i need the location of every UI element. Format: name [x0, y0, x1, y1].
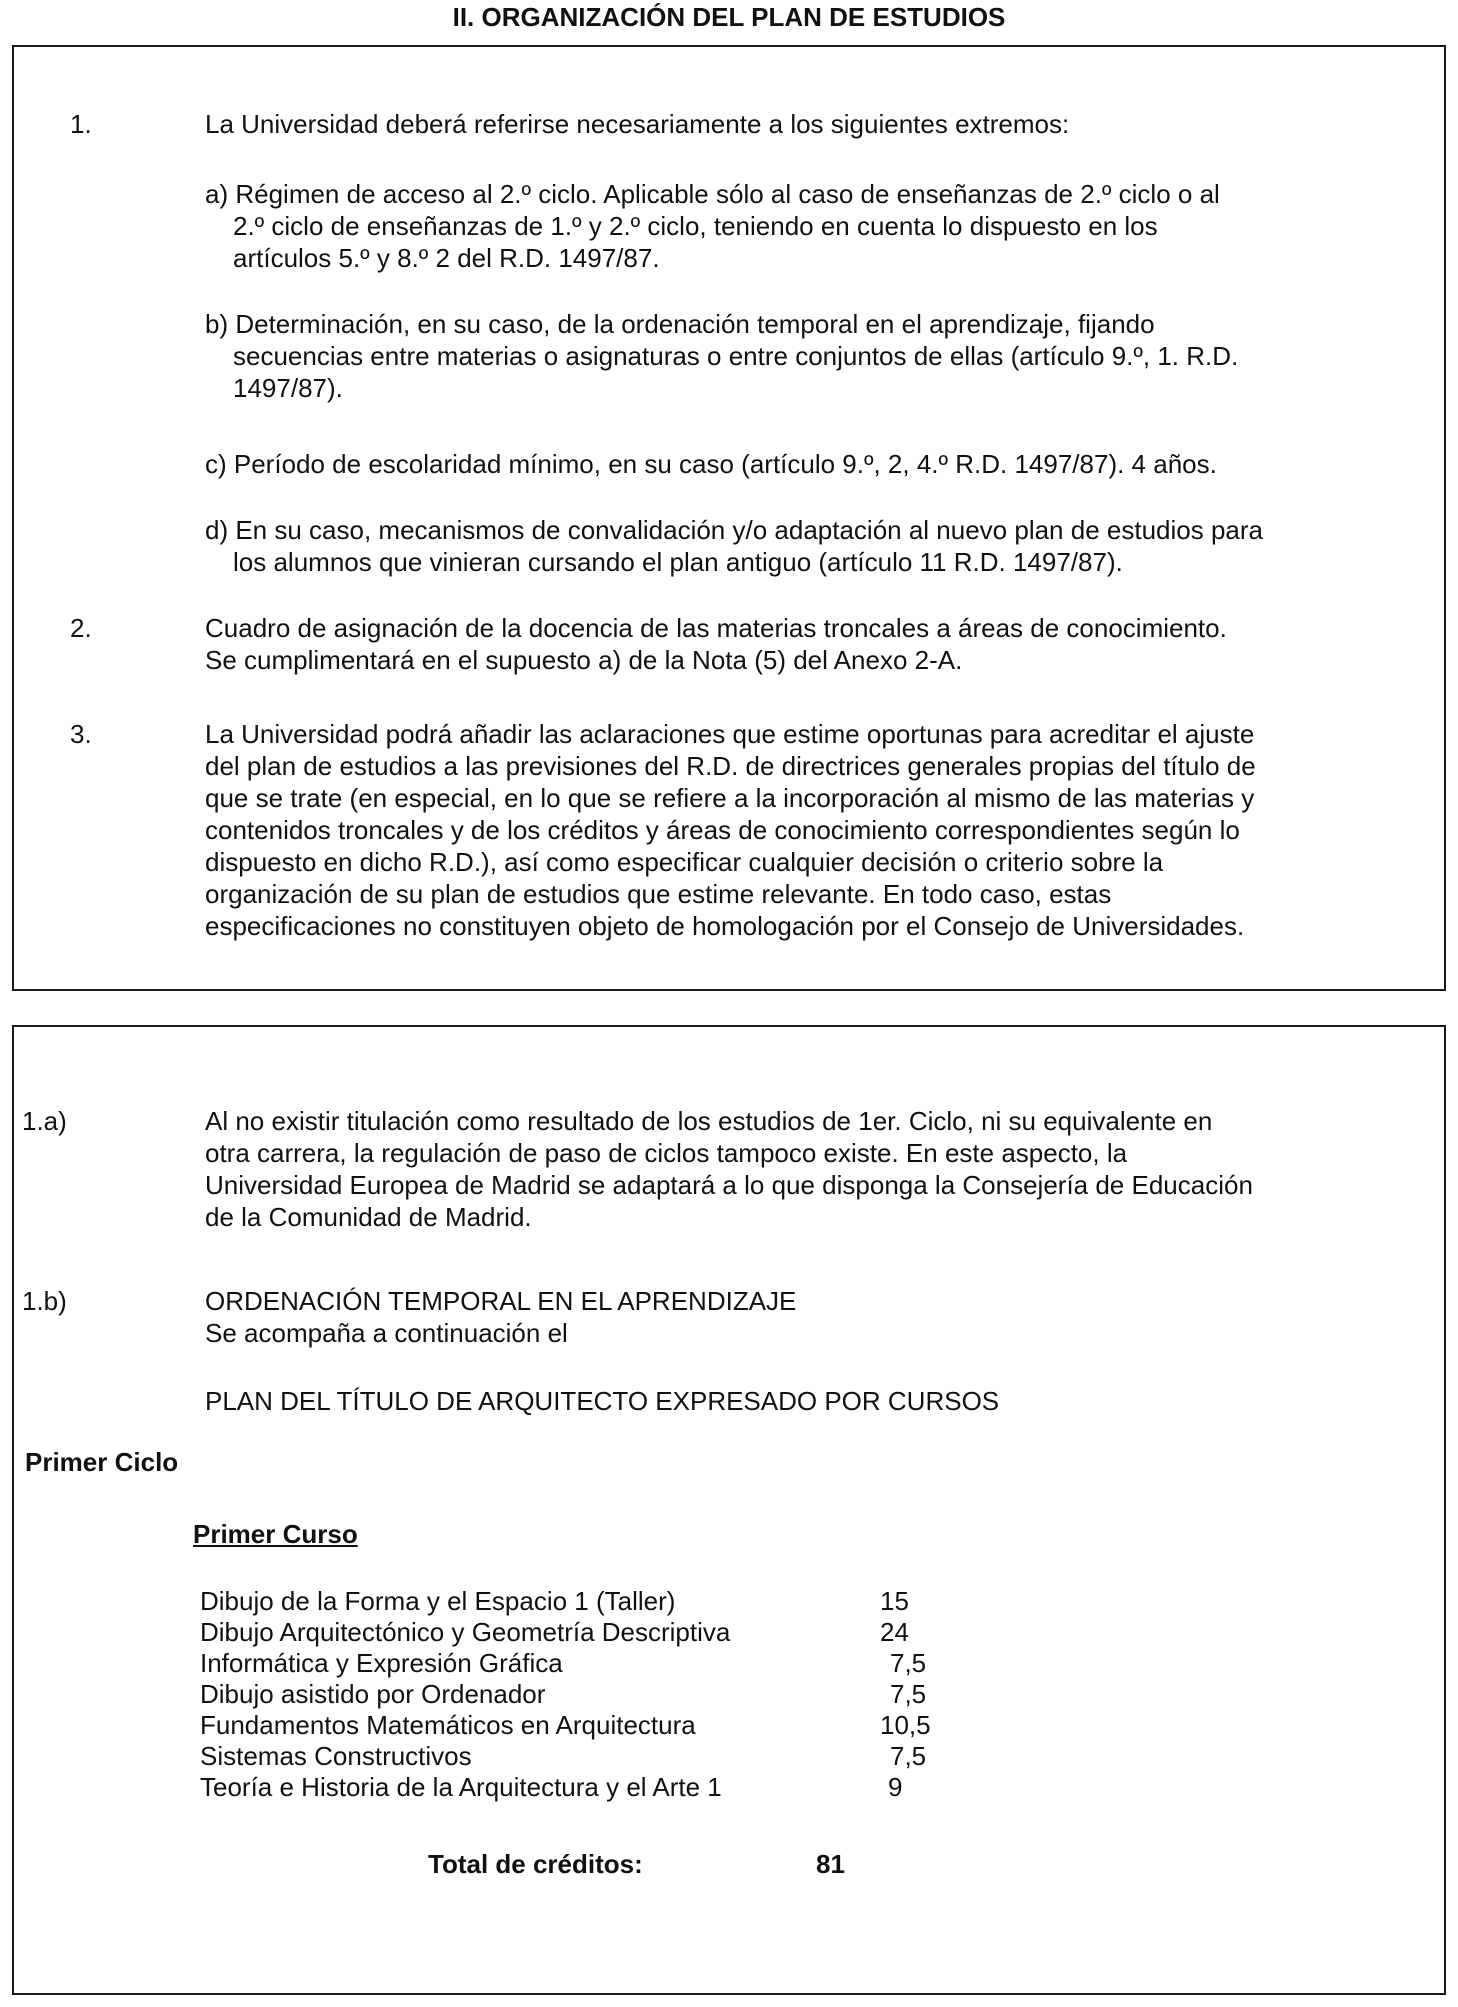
sub-a-line: artículos 5.º y 8.º 2 del R.D. 1497/87.: [233, 243, 660, 273]
sub-d-line: d) En su caso, mecanismos de convalidación y/o adaptación al nuevo plan de estudios para: [205, 515, 1263, 545]
sub-a-line: a) Régimen de acceso al 2.º ciclo. Aplicable sólo al caso de enseñanzas de 2.º ciclo o al: [205, 179, 1220, 209]
item-1a-number: 1.a): [22, 1106, 67, 1136]
total-value: 81: [816, 1849, 845, 1879]
item-1a-text: [205, 1105, 1253, 1233]
item-1b-subheading: Se acompaña a continuación el: [205, 1318, 568, 1348]
item-2-line: Se cumplimentará en el supuesto a) de la Nota (5) del Anexo 2-A.: [205, 645, 963, 675]
sub-a-line: 2.º ciclo de enseñanzas de 1.º y 2.º ciclo, teniendo en cuenta lo dispuesto en los: [233, 211, 1158, 241]
item-1-intro: La Universidad deberá referirse necesariamente a los siguientes extremos:: [205, 109, 1070, 139]
course-row: [200, 1617, 1000, 1648]
course-row: [200, 1679, 1000, 1710]
total-label: Total de créditos:: [428, 1849, 643, 1879]
item-1-sub-d: [205, 514, 1263, 578]
page-title: II. ORGANIZACIÓN DEL PLAN DE ESTUDIOS: [452, 2, 1006, 32]
sub-b-line: b) Determinación, en su caso, de la ordenación temporal en el aprendizaje, fijando: [205, 309, 1155, 339]
item-1a-line: Al no existir titulación como resultado de los estudios de 1er. Ciclo, ni su equivalente en: [205, 1106, 1213, 1136]
item-1-sub-b: [205, 308, 1238, 404]
sub-d-line: los alumnos que vinieran cursando el plan antiguo (artículo 11 R.D. 1497/87).: [233, 547, 1123, 577]
course-credits: 10,5: [880, 1710, 931, 1740]
course-credits: 7,5: [890, 1741, 927, 1771]
item-3-line: que se trate (en especial, en lo que se refiere a la incorporación al mismo de las materias y: [205, 783, 1255, 813]
course-label: Primer Curso: [193, 1519, 358, 1549]
course-credits: 7,5: [890, 1679, 927, 1709]
item-3-line: del plan de estudios a las previsiones del R.D. de directrices generales propias del título de: [205, 751, 1256, 781]
course-credits: 7,5: [890, 1648, 927, 1678]
item-1a-line: otra carrera, la regulación de paso de ciclos tampoco existe. En este aspecto, la: [205, 1138, 1128, 1168]
course-row: [200, 1772, 1000, 1803]
item-1a-line: Universidad Europea de Madrid se adaptará a lo que disponga la Consejería de Educación: [205, 1170, 1253, 1200]
item-1-number: 1.: [70, 109, 92, 139]
course-row: [200, 1586, 1000, 1617]
item-3-line: organización de su plan de estudios que estime relevante. En todo caso, estas: [205, 879, 1112, 909]
course-name: Dibujo de la Forma y el Espacio 1 (Taller): [200, 1586, 676, 1616]
course-name: Dibujo asistido por Ordenador: [200, 1679, 546, 1709]
item-3-text: [205, 718, 1256, 942]
course-list: [200, 1586, 1000, 1803]
course-name: Dibujo Arquitectónico y Geometría Descriptiva: [200, 1617, 731, 1647]
item-1-sub-a: [205, 178, 1220, 274]
item-3-number: 3.: [70, 719, 92, 749]
course-name: Fundamentos Matemáticos en Arquitectura: [200, 1710, 696, 1740]
item-3-line: dispuesto en dicho R.D.), así como especificar cualquier decisión o criterio sobre la: [205, 847, 1164, 877]
sub-b-line: 1497/87).: [233, 373, 343, 403]
course-row: [200, 1710, 1000, 1741]
item-3-line: La Universidad podrá añadir las aclaraciones que estime oportunas para acreditar el ajuste: [205, 719, 1255, 749]
course-row: [200, 1648, 1000, 1679]
item-3-line: especificaciones no constituyen objeto de homologación por el Consejo de Universidades.: [205, 911, 1245, 941]
plan-title: PLAN DEL TÍTULO DE ARQUITECTO EXPRESADO POR CURSOS: [205, 1386, 1000, 1416]
item-2-number: 2.: [70, 613, 92, 643]
course-credits: 24: [880, 1617, 909, 1647]
item-1b-text: [205, 1285, 796, 1349]
item-1b-number: 1.b): [22, 1286, 67, 1316]
item-1a-line: de la Comunidad de Madrid.: [205, 1202, 532, 1232]
item-2-text: [205, 612, 1227, 676]
item-1-sub-c: [205, 448, 1217, 480]
course-row: [200, 1741, 1000, 1772]
item-2-line: Cuadro de asignación de la docencia de las materias troncales a áreas de conocimiento.: [205, 613, 1227, 643]
course-name: Sistemas Constructivos: [200, 1741, 472, 1771]
sub-c-line: c) Período de escolaridad mínimo, en su caso (artículo 9.º, 2, 4.º R.D. 1497/87). 4 años.: [205, 449, 1217, 479]
cycle-label: Primer Ciclo: [25, 1447, 179, 1477]
item-3-line: contenidos troncales y de los créditos y áreas de conocimiento correspondientes según lo: [205, 815, 1240, 845]
course-name: Teoría e Historia de la Arquitectura y el Arte 1: [200, 1772, 722, 1802]
course-credits: 15: [880, 1586, 909, 1616]
item-1b-heading: ORDENACIÓN TEMPORAL EN EL APRENDIZAJE: [205, 1286, 797, 1316]
sub-b-line: secuencias entre materias o asignaturas o entre conjuntos de ellas (artículo 9.º, 1. R.D.: [233, 341, 1239, 371]
course-credits: 9: [888, 1772, 903, 1802]
course-name: Informática y Expresión Gráfica: [200, 1648, 563, 1678]
